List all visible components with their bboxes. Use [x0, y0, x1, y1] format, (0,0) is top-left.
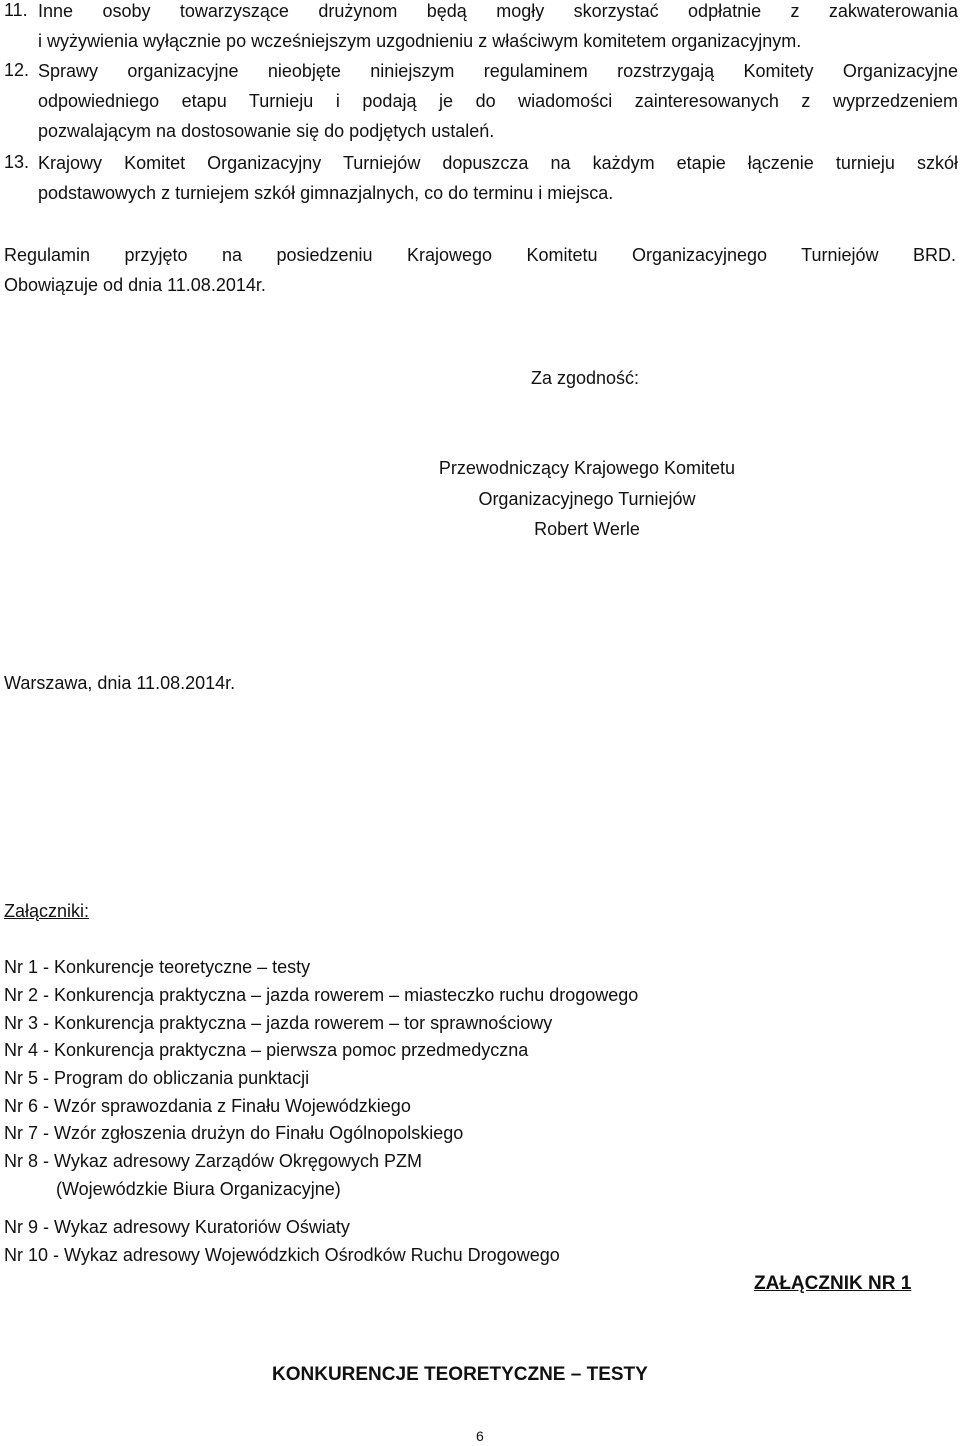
attachments-heading: Załączniki: [4, 901, 90, 921]
item-line: odpowiedniego etapu Turnieju i podają je do wiadomości zainteresowanych z wyprzedzeniem [38, 91, 958, 111]
attachment-item: Nr 10 - Wykaz adresowy Wojewódzkich Ośrodków Ruchu Drogowego [4, 1245, 560, 1265]
attachment-item: Nr 4 - Konkurencja praktyczna – pierwsza pomoc przedmedyczna [4, 1040, 529, 1060]
item-line: i wyżywienia wyłącznie po wcześniejszym uzgodnieniu z właściwym komitetem organizacyjnym. [38, 31, 802, 51]
attachment-item: Nr 3 - Konkurencja praktyczna – jazda rowerem – tor sprawnościowy [4, 1013, 553, 1033]
item-line: Krajowy Komitet Organizacyjny Turniejów dopuszcza na każdym etapie łączenie turnieju szkół [38, 153, 958, 173]
attachment-item-continuation: (Wojewódzkie Biura Organizacyjne) [56, 1179, 341, 1199]
attachment-item: Nr 9 - Wykaz adresowy Kuratoriów Oświaty [4, 1217, 350, 1237]
attachment-item: Nr 6 - Wzór sprawozdania z Finału Wojewódzkiego [4, 1096, 411, 1116]
attachment-item: Nr 2 - Konkurencja praktyczna – jazda rowerem – miasteczko ruchu drogowego [4, 985, 639, 1005]
chairman-name: Robert Werle [534, 519, 640, 539]
section-title: KONKURENCJE TEORETYCZNE – TESTY [272, 1364, 648, 1385]
chairman-role-line-1: Przewodniczący Krajowego Komitetu [438, 458, 736, 478]
regulation-line-2: Obowiązuje od dnia 11.08.2014r. [4, 275, 266, 295]
page-number: 6 [476, 1428, 484, 1444]
attachment-item: Nr 1 - Konkurencje teoretyczne – testy [4, 957, 311, 977]
attachment-item: Nr 5 - Program do obliczania punktacji [4, 1068, 310, 1088]
item-number: 12. [4, 60, 30, 80]
item-line: podstawowych z turniejem szkół gimnazjalnych, co do terminu i miejsca. [38, 183, 614, 203]
attachment-item: Nr 8 - Wykaz adresowy Zarządów Okręgowych PZM [4, 1151, 422, 1171]
attachment-item: Nr 7 - Wzór zgłoszenia drużyn do Finału Ogólnopolskiego [4, 1123, 464, 1143]
item-number: 13. [4, 152, 30, 172]
chairman-role-line-2: Organizacyjnego Turniejów [478, 489, 696, 509]
place-date: Warszawa, dnia 11.08.2014r. [4, 673, 236, 693]
conformity-heading: Za zgodność: [530, 368, 640, 388]
item-number: 11. [4, 0, 28, 20]
item-line: pozwalającym na dostosowanie się do podjętych ustaleń. [38, 121, 495, 141]
annex-label: ZAŁĄCZNIK NR 1 [754, 1273, 912, 1294]
item-line: Sprawy organizacyjne nieobjęte niniejszym regulaminem rozstrzygają Komitety Organizacyjne [38, 61, 958, 81]
regulation-line-1: Regulamin przyjęto na posiedzeniu Krajowego Komitetu Organizacyjnego Turniejów BRD. [4, 245, 956, 265]
item-line: Inne osoby towarzyszące drużynom będą mogły skorzystać odpłatnie z zakwaterowania [38, 1, 958, 21]
